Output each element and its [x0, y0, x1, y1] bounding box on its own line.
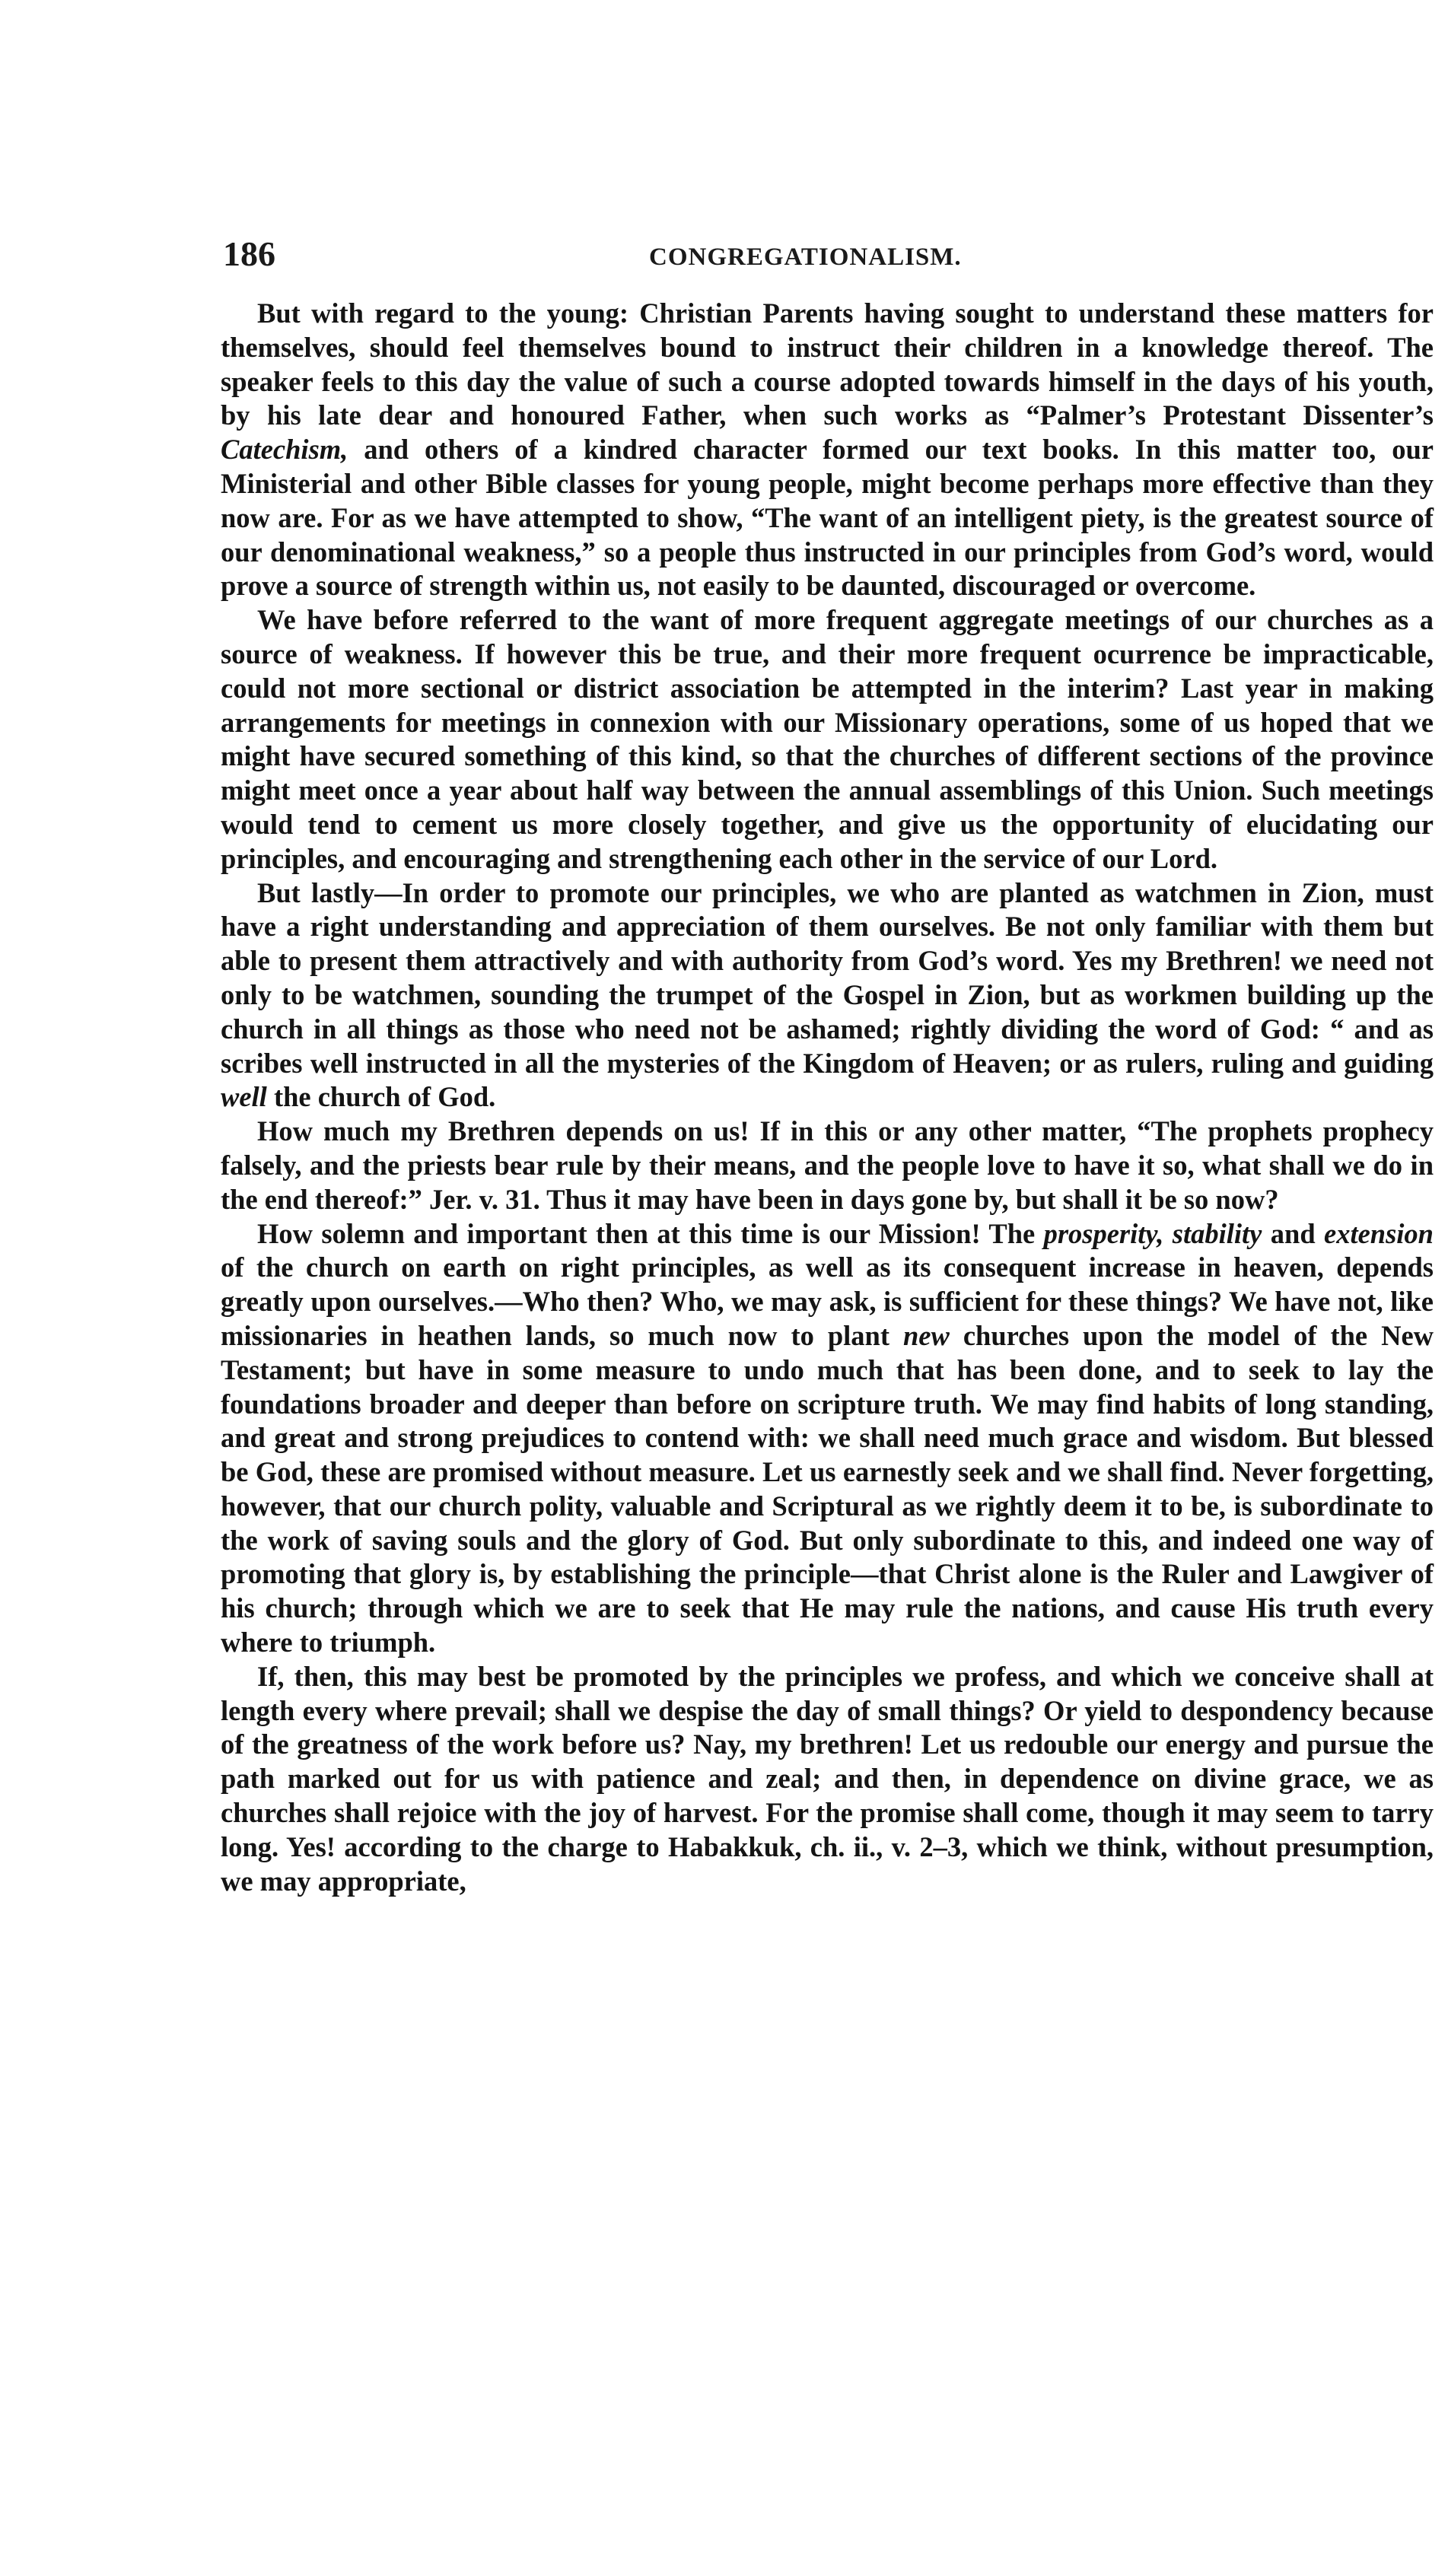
body-text: [221, 297, 1434, 1898]
italic-text: extension: [1324, 1217, 1434, 1249]
page-number: 186: [223, 234, 275, 273]
paragraph: How solemn and important then at this time is our Mission! The prosperity, stability and extension of the church on earth on right principles, as well as its consequent increase in heaven, depends greatly upon ourselves.—Who then? Who, we may ask, is sufficient for these things? We have not, like missionaries in heathen lands, so much now to plant new churches upon the model of the New Testament; but have in some measure to undo much that has been done, and to seek to lay the foundations broader and deeper than before on scripture truth. We may find habits of long standing, and great and strong prejudices to contend with: we shall need much grace and wisdom. But blessed be God, these are promised without measure. Let us earnestly seek and we shall find. Never forgetting, however, that our church polity, valuable and Scriptural as we rightly deem it to be, is subordinate to the work of saving souls and the glory of God. But only subordinate to this, and indeed one way of promoting that glory is, by establishing the principle—that Christ alone is the Ruler and Lawgiver of his church; through which we are to seek that He may rule the nations, and cause His truth every where to triumph.: [221, 1217, 1434, 1658]
paragraph: But with regard to the young: Christian Parents having sought to understand these matters for themselves, should feel themselves bound to instruct their children in a knowledge thereof. The speaker feels to this day the value of such a course adopted towards himself in the days of his youth, by his late dear and honoured Father, when such works as “Palmer’s Protestant Dissenter’s Catechism, and others of a kindred character formed our text books. In this matter too, our Ministerial and other Bible classes for young people, might become perhaps more effective than they now are. For as we have attempted to show, “The want of an intelligent piety, is the greatest source of our denominational weakness,” so a people thus instructed in our principles from God’s word, would prove a source of strength within us, not easily to be daunted, discouraged or overcome.: [221, 297, 1434, 602]
italic-text: well: [221, 1081, 267, 1113]
italic-text: new: [903, 1319, 950, 1351]
italic-text: prosperity, stability: [1043, 1217, 1262, 1249]
page-header: [223, 231, 1433, 277]
italic-text: Catechism,: [221, 434, 348, 466]
paragraph: If, then, this may best be promoted by the principles we profess, and which we conceive shall at length every where prevail; shall we despise the day of small things? Or yield to despondency because of the greatness of the work before us? Nay, my brethren! Let us redouble our energy and pursue the path marked out for us with patience and zeal; and then, in dependence on divine grace, we as churches shall rejoice with the joy of harvest. For the promise shall come, though it may seem to tarry long. Yes! according to the charge to Habakkuk, ch. ii., v. 2–3, which we think, without presumption, we may appropriate,: [221, 1660, 1434, 1897]
paragraph: We have before referred to the want of more frequent aggregate meetings of our churches as a source of weakness. If however this be true, and their more frequent ocurrence be impracticable, could not more sectional or district association be attempted in the interim? Last year in making arrangements for meetings in connexion with our Missionary operations, some of us hoped that we might have secured something of this kind, so that the churches of different sections of the province might meet once a year about half way between the annual assemblings of this Union. Such meetings would tend to cement us more closely together, and give us the opportunity of elucidating our principles, and encouraging and strengthening each other in the service of our Lord.: [221, 604, 1434, 874]
running-title: CONGREGATIONALISM.: [649, 243, 962, 271]
paragraph: How much my Brethren depends on us! If in this or any other matter, “The prophets prophecy falsely, and the priests bear rule by their means, and the people love to have it so, what shall we do in the end thereof:” Jer. v. 31. Thus it may have been in days gone by, but shall it be so now?: [221, 1115, 1434, 1215]
paragraph: But lastly—In order to promote our principles, we who are planted as watchmen in Zion, must have a right understanding and appreciation of them ourselves. Be not only familiar with them but able to present them attractively and with authority from God’s word. Yes my Brethren! we need not only to be watchmen, sounding the trumpet of the Gospel in Zion, but as workmen building up the church in all things as those who need not be ashamed; rightly dividing the word of God: “ and as scribes well instructed in all the mysteries of the Kingdom of Heaven; or as rulers, ruling and guiding well the church of God.: [221, 876, 1434, 1113]
